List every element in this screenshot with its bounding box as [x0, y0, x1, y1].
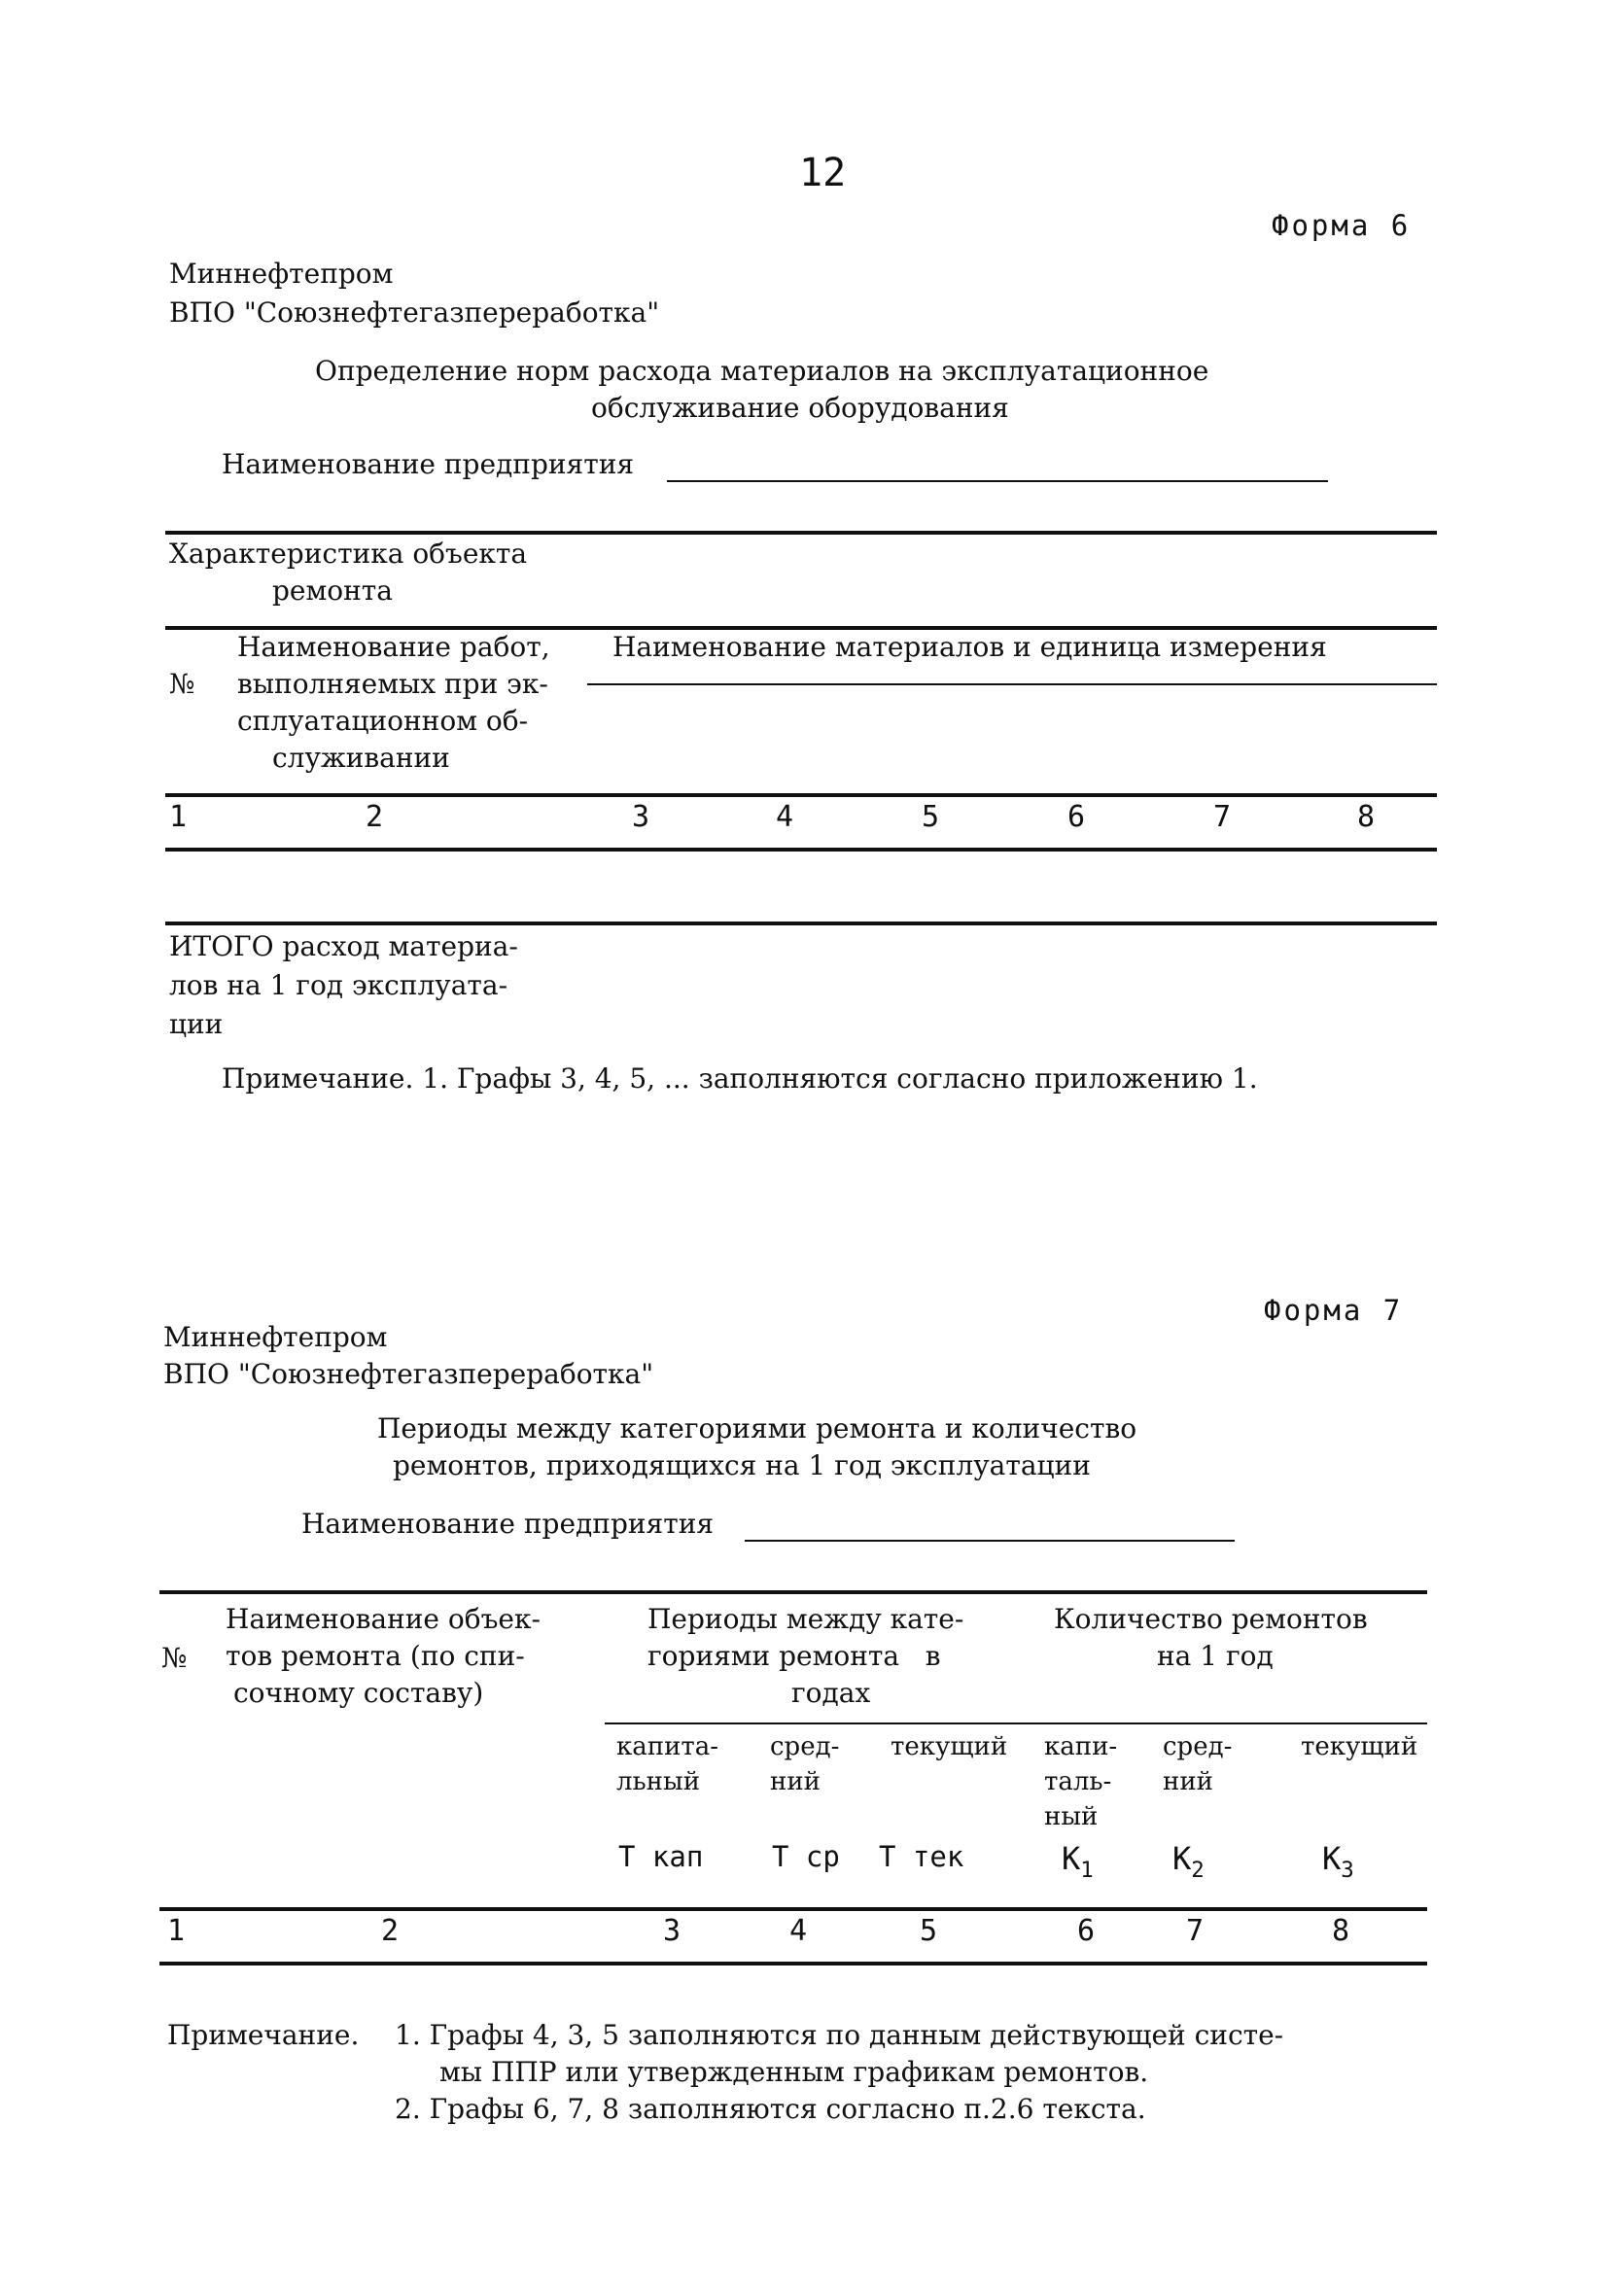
sub-header-tek: текущий — [891, 1732, 1008, 1761]
column-number: 5 — [920, 1914, 938, 1948]
total-line1: ИТОГО расход материа- — [169, 930, 518, 962]
enterprise-label: Наименование предприятия — [222, 448, 635, 480]
column-number-sign: № — [161, 1642, 188, 1674]
table-rule — [165, 626, 1437, 630]
column-number: 8 — [1357, 800, 1376, 834]
symbol-k1 — [1062, 1840, 1094, 1883]
objects-header-line2: тов ремонта (по спи- — [226, 1640, 525, 1672]
sub-header-sred2-line1: сред- — [1163, 1732, 1233, 1761]
sub-header-kap-line2: льный — [616, 1767, 701, 1796]
table-rule — [165, 922, 1437, 925]
periods-header-line2: гориями ремонта в — [647, 1640, 941, 1672]
works-header-line3: сплуатационном об- — [237, 705, 529, 737]
count-header-line2: на 1 год — [1157, 1640, 1274, 1672]
column-number: 7 — [1186, 1914, 1205, 1948]
sub-header-kap2-line2: таль- — [1044, 1767, 1112, 1796]
form-7-title-line1: Периоды между категориями ремонта и количество — [377, 1412, 1137, 1444]
table-rule — [159, 1907, 1427, 1911]
symbol-k2-subscript: 2 — [1191, 1857, 1205, 1883]
materials-divider — [587, 683, 1437, 685]
object-char-line1: Характеристика объекта — [169, 538, 528, 570]
symbol-t-tek: Т тек — [879, 1840, 964, 1873]
sub-header-sred2-line2: ний — [1163, 1767, 1213, 1796]
count-header-line1: Количество ремонтов — [1054, 1603, 1368, 1635]
works-header-line1: Наименование работ, — [237, 631, 550, 663]
enterprise-name-line[interactable] — [667, 480, 1328, 482]
column-number: 8 — [1332, 1914, 1350, 1948]
table-rule — [165, 848, 1437, 852]
form-6-label: Форма 6 — [1272, 209, 1412, 242]
sub-header-kap-line1: капита- — [616, 1732, 719, 1761]
column-number: 4 — [789, 1914, 808, 1948]
periods-header-line3: годах — [791, 1677, 871, 1709]
column-number-sign: № — [169, 668, 195, 700]
form-6-title-line1: Определение норм расхода материалов на эксплуатационное — [315, 355, 1209, 387]
page-number: 12 — [799, 151, 847, 195]
organization-name: ВПО "Союзнефтегазпереработка" — [169, 296, 660, 329]
sub-header-sred-line2: ний — [770, 1767, 821, 1796]
column-number: 4 — [776, 800, 794, 834]
form-6-note: Примечание. 1. Графы 3, 4, 5, ... заполняются согласно приложению 1. — [222, 1062, 1258, 1095]
column-number: 5 — [922, 800, 940, 834]
ministry-name: Миннефтепром — [163, 1321, 388, 1353]
sub-header-tek2: текущий — [1301, 1732, 1418, 1761]
note-label: Примечание. — [167, 2019, 360, 2051]
column-number: 1 — [169, 800, 188, 834]
objects-header-line3: сочному составу) — [233, 1677, 484, 1709]
symbol-k3 — [1322, 1840, 1354, 1883]
object-char-line2: ремонта — [272, 574, 393, 607]
form-6-title-line2: обслуживание оборудования — [591, 392, 1009, 424]
total-line2: лов на 1 год эксплуата- — [169, 969, 508, 1001]
symbol-t-kap: Т кап — [618, 1840, 704, 1873]
note-1-line1: 1. Графы 4, 3, 5 заполняются по данным действующей систе- — [395, 2019, 1284, 2051]
column-number: 3 — [632, 800, 650, 834]
enterprise-name-line[interactable] — [745, 1540, 1235, 1542]
symbol-k2-letter: К — [1172, 1840, 1192, 1877]
materials-header: Наименование материалов и единица измерения — [612, 631, 1327, 663]
objects-header-line1: Наименование объек- — [226, 1603, 541, 1635]
total-line3: ции — [169, 1008, 224, 1040]
symbol-k1-subscript: 1 — [1080, 1857, 1094, 1883]
sub-header-kap2-line3: ный — [1044, 1802, 1099, 1831]
column-number: 2 — [381, 1914, 400, 1948]
form-7-label: Форма 7 — [1264, 1294, 1404, 1327]
column-number: 6 — [1067, 800, 1086, 834]
table-top-rule — [159, 1590, 1427, 1594]
column-number: 7 — [1213, 800, 1232, 834]
symbol-k2 — [1172, 1840, 1205, 1883]
note-2: 2. Графы 6, 7, 8 заполняются согласно п.2.6 текста. — [395, 2093, 1146, 2125]
periods-header-line1: Периоды между кате- — [647, 1603, 964, 1635]
sub-header-sred-line1: сред- — [770, 1732, 840, 1761]
symbol-k1-letter: К — [1062, 1840, 1081, 1877]
works-header-line2: выполняемых при эк- — [237, 668, 548, 700]
table-rule — [165, 793, 1437, 797]
ministry-name: Миннефтепром — [169, 258, 394, 290]
symbol-k3-letter: К — [1322, 1840, 1342, 1877]
column-number: 6 — [1077, 1914, 1096, 1948]
symbol-k3-subscript: 3 — [1341, 1857, 1354, 1883]
column-number: 3 — [663, 1914, 682, 1948]
table-top-rule — [165, 531, 1437, 535]
note-1-line2: мы ППР или утвержденным графикам ремонтов. — [439, 2056, 1149, 2088]
organization-name: ВПО "Союзнефтегазпереработка" — [163, 1358, 654, 1390]
sub-header-kap2-line1: капи- — [1044, 1732, 1118, 1761]
column-number: 2 — [366, 800, 384, 834]
symbol-t-sr: Т ср — [772, 1840, 840, 1873]
table-rule — [159, 1962, 1427, 1966]
form-7-title-line2: ремонтов, приходящихся на 1 год эксплуатации — [393, 1449, 1091, 1481]
column-number: 1 — [167, 1914, 186, 1948]
works-header-line4: служивании — [272, 742, 450, 774]
subheader-divider — [605, 1722, 1427, 1724]
enterprise-label: Наименование предприятия — [301, 1508, 715, 1540]
